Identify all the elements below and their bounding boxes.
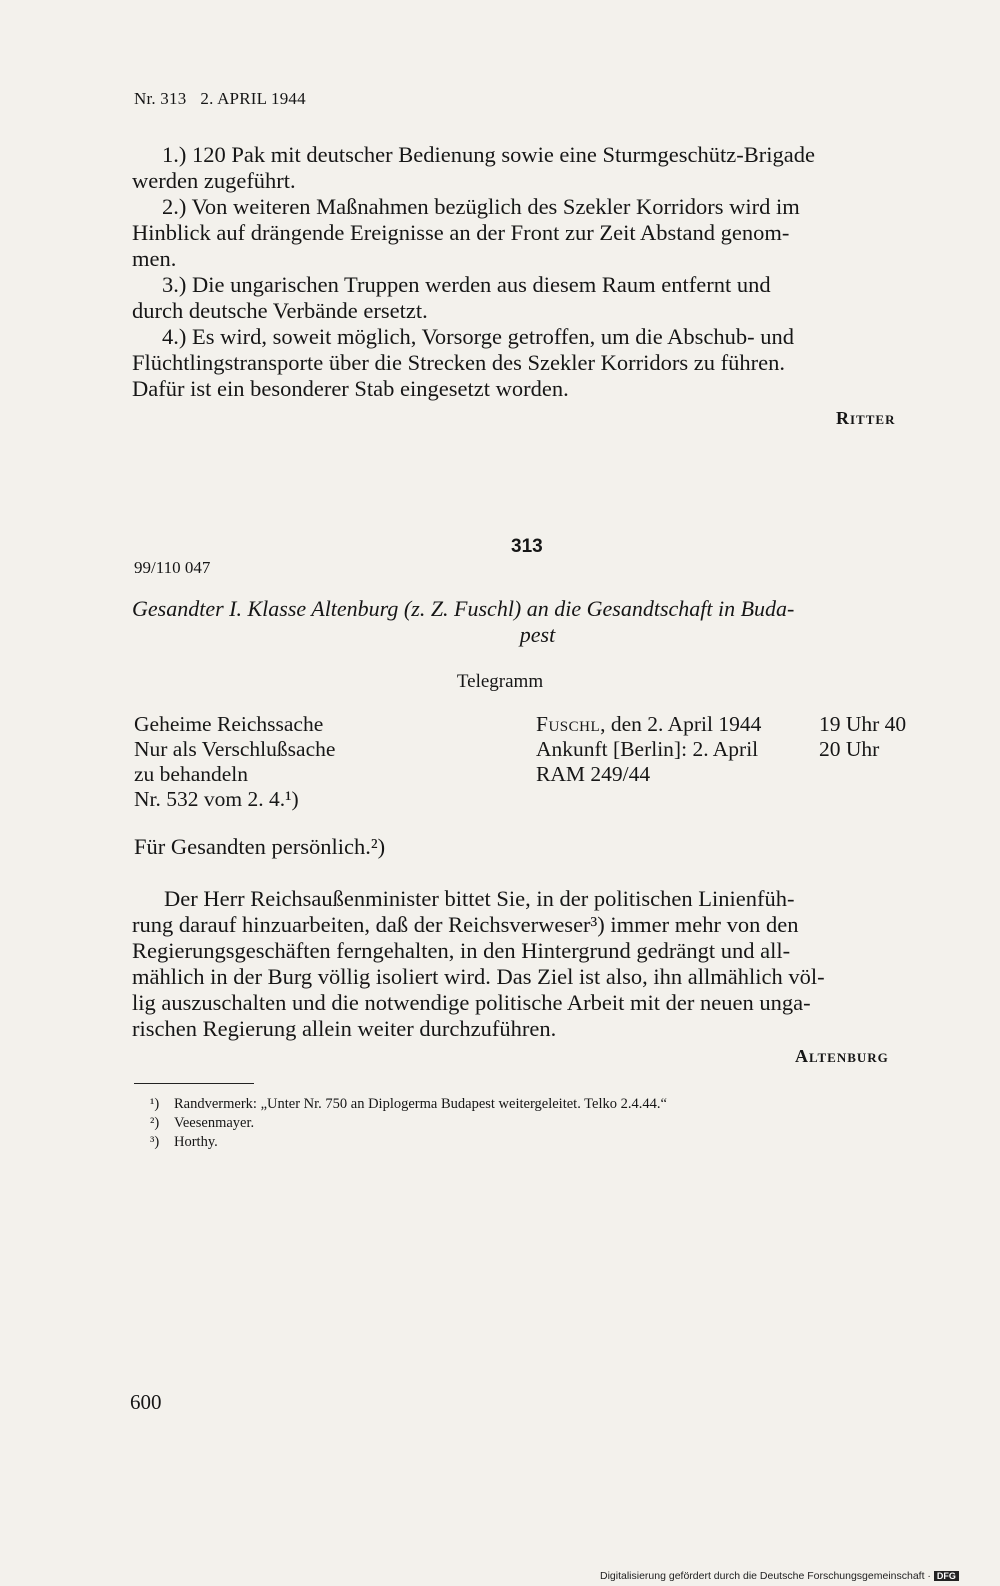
origin-place: Fuschl xyxy=(536,712,601,736)
para2-line: rischen Regierung allein weiter durchzuführen. xyxy=(132,1016,557,1041)
funding-text: Digitalisierung gefördert durch die Deutsche Forschungsgemeinschaft · xyxy=(600,1570,931,1582)
para1-line: Dafür ist ein besonderer Stab eingesetzt worden. xyxy=(132,376,569,401)
para1-line: 1.) 120 Pak mit deutscher Bedienung sowie eine Sturmgeschütz-Brigade xyxy=(162,142,815,167)
footnote-number: ²) xyxy=(150,1115,160,1131)
dfg-logo: DFG xyxy=(934,1571,959,1581)
origin-time: 19 Uhr 40 xyxy=(819,712,907,736)
para2-line: rung darauf hinzuarbeiten, daß der Reichsverweser³) immer mehr von den xyxy=(132,912,799,937)
header-doc-number: Nr. 313 xyxy=(134,89,187,108)
signature-ritter: Ritter xyxy=(836,408,896,428)
para1-line: durch deutsche Verbände ersetzt. xyxy=(132,298,428,323)
para2-line: Der Herr Reichsaußenminister bittet Sie, in der politischen Linienfüh- xyxy=(164,886,795,911)
footnote-divider xyxy=(134,1083,254,1084)
ram-number: RAM 249/44 xyxy=(536,762,651,786)
header-date: 2. APRIL 1944 xyxy=(200,89,306,108)
footnote-number: ¹) xyxy=(150,1096,160,1112)
para1-line: Hinblick auf drängende Ereignisse an der Front zur Zeit Abstand genom- xyxy=(132,220,790,245)
page-number: 600 xyxy=(130,1390,162,1414)
classification-line: Nr. 532 vom 2. 4.¹) xyxy=(134,787,299,811)
footnote-text: Veesenmayer. xyxy=(174,1115,255,1131)
footnote-item xyxy=(150,1115,254,1132)
para1-line: 3.) Die ungarischen Truppen werden aus diesem Raum entfernt und xyxy=(162,272,771,297)
origin-date: , den 2. April 1944 xyxy=(600,712,762,736)
telegram-label: Telegramm xyxy=(456,671,544,692)
signature-altenburg: Altenburg xyxy=(795,1046,889,1066)
para1-line: Flüchtlingstransporte über die Strecken des Szekler Korridors zu führen. xyxy=(132,350,785,375)
document-number: 313 xyxy=(511,536,543,557)
funding-footer xyxy=(600,1570,959,1582)
para1-line: men. xyxy=(132,246,177,271)
arrival-time: 20 Uhr xyxy=(819,737,880,761)
page-header xyxy=(134,89,306,109)
footnote-text: Horthy. xyxy=(174,1134,218,1150)
footnote-number: ³) xyxy=(150,1134,160,1150)
para2-line: Regierungsgeschäften ferngehalten, in den Hintergrund gedrängt und all- xyxy=(132,938,791,963)
arrival-line: Ankunft [Berlin]: 2. April xyxy=(536,737,759,761)
archive-reference: 99/110 047 xyxy=(134,558,211,577)
para2-line: lig auszuschalten und die notwendige politische Arbeit mit der neuen unga- xyxy=(132,990,811,1015)
footnote-item xyxy=(150,1096,667,1113)
classification-line: Nur als Verschlußsache xyxy=(134,737,336,761)
para1-line: werden zugeführt. xyxy=(132,168,296,193)
para1-line: 4.) Es wird, soweit möglich, Vorsorge getroffen, um die Abschub- und xyxy=(162,324,795,349)
classification-line: Geheime Reichssache xyxy=(134,712,324,736)
para1-line: 2.) Von weiteren Maßnahmen bezüglich des Szekler Korridors wird im xyxy=(162,194,800,219)
document-title-line: Gesandter I. Klasse Altenburg (z. Z. Fuschl) an die Gesandtschaft in Buda- xyxy=(132,596,795,621)
personal-note: Für Gesandten persönlich.²) xyxy=(134,834,386,859)
footnote-item xyxy=(150,1134,218,1151)
footnote-text: Randvermerk: „Unter Nr. 750 an Diplogerma Budapest weitergeleitet. Telko 2.4.44.“ xyxy=(174,1096,667,1112)
classification-line: zu behandeln xyxy=(134,762,249,786)
origin-line xyxy=(536,712,761,737)
document-title-line: pest xyxy=(519,622,556,647)
para2-line: mählich in der Burg völlig isoliert wird. Das Ziel ist also, ihn allmählich völ- xyxy=(132,964,825,989)
